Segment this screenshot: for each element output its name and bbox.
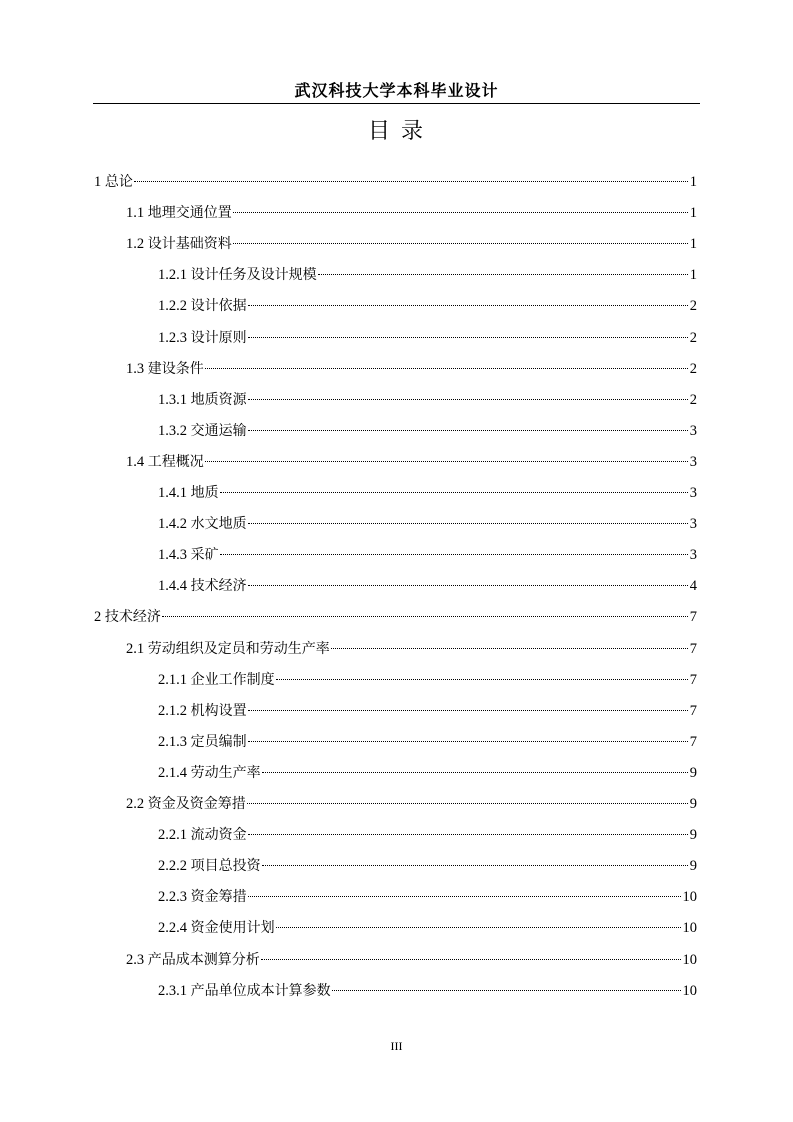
- toc-entry[interactable]: [158, 419, 697, 443]
- toc-entry-number: 1.3.2: [158, 423, 191, 439]
- toc-entry-page: 1: [689, 267, 697, 283]
- toc-dot-leader: [220, 492, 688, 493]
- toc-dot-leader: [331, 648, 688, 649]
- toc-entry-label: 项目总投资: [190, 858, 261, 874]
- toc-entry-label: 地质: [190, 485, 219, 501]
- page-header-title: 武汉科技大学本科毕业设计: [294, 81, 499, 100]
- toc-entry-number: 2.2.1: [158, 827, 191, 843]
- toc-entry-label: 劳动组织及定员和劳动生产率: [147, 641, 330, 657]
- toc-dot-leader: [248, 710, 688, 711]
- toc-dot-leader: [134, 181, 688, 182]
- toc-entry-label: 工程概况: [147, 454, 204, 470]
- toc-entry-label: 资金及资金筹措: [147, 796, 246, 812]
- toc-entry-label: 地质资源: [190, 392, 247, 408]
- toc-entry[interactable]: [126, 201, 697, 225]
- toc-entry-label: 资金使用计划: [190, 920, 275, 936]
- toc-entry[interactable]: [158, 730, 697, 754]
- toc-entry-label: 水文地质: [190, 516, 247, 532]
- toc-entry-label: 建设条件: [147, 361, 204, 377]
- toc-entry-page: 9: [689, 796, 697, 812]
- toc-dot-leader: [261, 959, 681, 960]
- toc-entry-page: 9: [689, 858, 697, 874]
- toc-dot-leader: [248, 896, 681, 897]
- toc-dot-leader: [162, 616, 688, 617]
- toc-dot-leader: [248, 834, 688, 835]
- toc-dot-leader: [332, 990, 681, 991]
- toc-entry-label: 机构设置: [190, 703, 247, 719]
- toc-dot-leader: [220, 554, 688, 555]
- toc-entry-number: 2.3.1: [158, 983, 191, 999]
- toc-entry-page: 7: [689, 734, 697, 750]
- toc-dot-leader: [262, 772, 688, 773]
- toc-entry-label: 定员编制: [190, 734, 247, 750]
- toc-entry[interactable]: [94, 605, 697, 629]
- toc-entry-page: 3: [689, 516, 697, 532]
- toc-entry-number: 2.3: [126, 952, 148, 968]
- toc-entry-label: 劳动生产率: [190, 765, 261, 781]
- toc-entry-page: 1: [689, 174, 697, 190]
- toc-entry-number: 2.1: [126, 641, 148, 657]
- toc-entry-number: 2.1.4: [158, 765, 191, 781]
- toc-dot-leader: [248, 523, 688, 524]
- toc-entry[interactable]: [158, 699, 697, 723]
- toc-entry-page: 1: [689, 236, 697, 252]
- toc-entry-label: 设计基础资料: [147, 236, 232, 252]
- toc-entry[interactable]: [158, 823, 697, 847]
- toc-entry-page: 10: [682, 889, 697, 905]
- toc-entry-number: 2: [94, 609, 105, 625]
- toc-entry-label: 企业工作制度: [190, 672, 275, 688]
- toc-entry[interactable]: [158, 574, 697, 598]
- toc-title: 目 录: [368, 119, 425, 144]
- toc-entry-number: 2.1.3: [158, 734, 191, 750]
- toc-entry[interactable]: [158, 512, 697, 536]
- toc-dot-leader: [205, 368, 688, 369]
- toc-entry-page: 10: [682, 952, 697, 968]
- toc-entry[interactable]: [126, 232, 697, 256]
- toc-entry-label: 采矿: [190, 547, 219, 563]
- toc-entry-number: 2.2.2: [158, 858, 191, 874]
- toc-entry-page: 10: [682, 920, 697, 936]
- toc-entry-number: 2.1.2: [158, 703, 191, 719]
- toc-entry-number: 1.1: [126, 205, 148, 221]
- toc-entry-page: 7: [689, 703, 697, 719]
- toc-entry[interactable]: [126, 792, 697, 816]
- toc-entry[interactable]: [158, 481, 697, 505]
- toc-entry-number: 2.2.3: [158, 889, 191, 905]
- toc-entry-number: 1: [94, 174, 105, 190]
- toc-dot-leader: [233, 212, 688, 213]
- toc-entry-number: 1.4.2: [158, 516, 191, 532]
- toc-entry-page: 7: [689, 609, 697, 625]
- toc-entry-page: 3: [689, 423, 697, 439]
- toc-entry[interactable]: [158, 979, 697, 1003]
- toc-entry[interactable]: [126, 948, 697, 972]
- toc-entry-number: 1.2: [126, 236, 148, 252]
- toc-entry-number: 1.4.3: [158, 547, 191, 563]
- toc-dot-leader: [233, 243, 688, 244]
- toc-entry-label: 设计原则: [190, 330, 247, 346]
- toc-dot-leader: [248, 741, 688, 742]
- toc-entry-page: 3: [689, 547, 697, 563]
- toc-dot-leader: [276, 927, 681, 928]
- toc-entry-label: 技术经济: [104, 609, 161, 625]
- toc-dot-leader: [205, 461, 688, 462]
- toc-entry[interactable]: [158, 543, 697, 567]
- toc-entry-number: 2.1.1: [158, 672, 191, 688]
- toc-dot-leader: [318, 274, 688, 275]
- toc-entry-page: 3: [689, 485, 697, 501]
- toc-entry[interactable]: [158, 326, 697, 350]
- toc-entry[interactable]: [158, 294, 697, 318]
- toc-entry-label: 地理交通位置: [147, 205, 232, 221]
- toc-entry-page: 7: [689, 641, 697, 657]
- toc-entry-page: 7: [689, 672, 697, 688]
- toc-entry-number: 1.4: [126, 454, 148, 470]
- toc-entry-page: 2: [689, 298, 697, 314]
- toc-entry-number: 1.3: [126, 361, 148, 377]
- page-number: III: [390, 1039, 403, 1053]
- toc-entry[interactable]: [158, 885, 697, 909]
- toc-entry-number: 1.2.3: [158, 330, 191, 346]
- toc-entry-label: 设计任务及设计规模: [190, 267, 317, 283]
- toc-entry-number: 2.2.4: [158, 920, 191, 936]
- toc-entry[interactable]: [126, 637, 697, 661]
- toc-entry-page: 9: [689, 827, 697, 843]
- toc-dot-leader: [247, 803, 688, 804]
- toc-entry-number: 1.3.1: [158, 392, 191, 408]
- toc-entry-label: 设计依据: [190, 298, 247, 314]
- toc-entry[interactable]: [158, 854, 697, 878]
- toc-entry-label: 技术经济: [190, 578, 247, 594]
- toc-entry-page: 2: [689, 330, 697, 346]
- toc-entry-number: 1.4.1: [158, 485, 191, 501]
- toc-entry[interactable]: [158, 263, 697, 287]
- toc-dot-leader: [248, 585, 688, 586]
- toc-entry-page: 1: [689, 205, 697, 221]
- toc-dot-leader: [248, 430, 688, 431]
- toc-entry-label: 资金筹措: [190, 889, 247, 905]
- toc-dot-leader: [276, 679, 688, 680]
- toc-entry-page: 2: [689, 361, 697, 377]
- toc-entry-number: 1.2.1: [158, 267, 191, 283]
- toc-entry-label: 交通运输: [190, 423, 247, 439]
- toc-entry-page: 9: [689, 765, 697, 781]
- toc-entry[interactable]: [158, 388, 697, 412]
- toc-entry-page: 3: [689, 454, 697, 470]
- toc-entry-page: 4: [689, 578, 697, 594]
- toc-entry[interactable]: [126, 450, 697, 474]
- toc-dot-leader: [248, 337, 688, 338]
- toc-entry-number: 2.2: [126, 796, 148, 812]
- toc-entry-number: 1.4.4: [158, 578, 191, 594]
- toc-entry[interactable]: [94, 170, 697, 194]
- toc-dot-leader: [262, 865, 688, 866]
- header-rule: [93, 103, 700, 104]
- toc-entry[interactable]: [158, 668, 697, 692]
- toc-entry-label: 产品单位成本计算参数: [190, 983, 331, 999]
- toc-entry-page: 2: [689, 392, 697, 408]
- toc-entry[interactable]: [158, 761, 697, 785]
- toc-entry-label: 产品成本测算分析: [147, 952, 260, 968]
- toc-entry-page: 10: [682, 983, 697, 999]
- toc-entry[interactable]: [158, 916, 697, 940]
- toc-dot-leader: [248, 399, 688, 400]
- toc-entry[interactable]: [126, 357, 697, 381]
- toc-entry-number: 1.2.2: [158, 298, 191, 314]
- toc-entry-label: 流动资金: [190, 827, 247, 843]
- toc-dot-leader: [248, 305, 688, 306]
- toc-entry-label: 总论: [104, 174, 133, 190]
